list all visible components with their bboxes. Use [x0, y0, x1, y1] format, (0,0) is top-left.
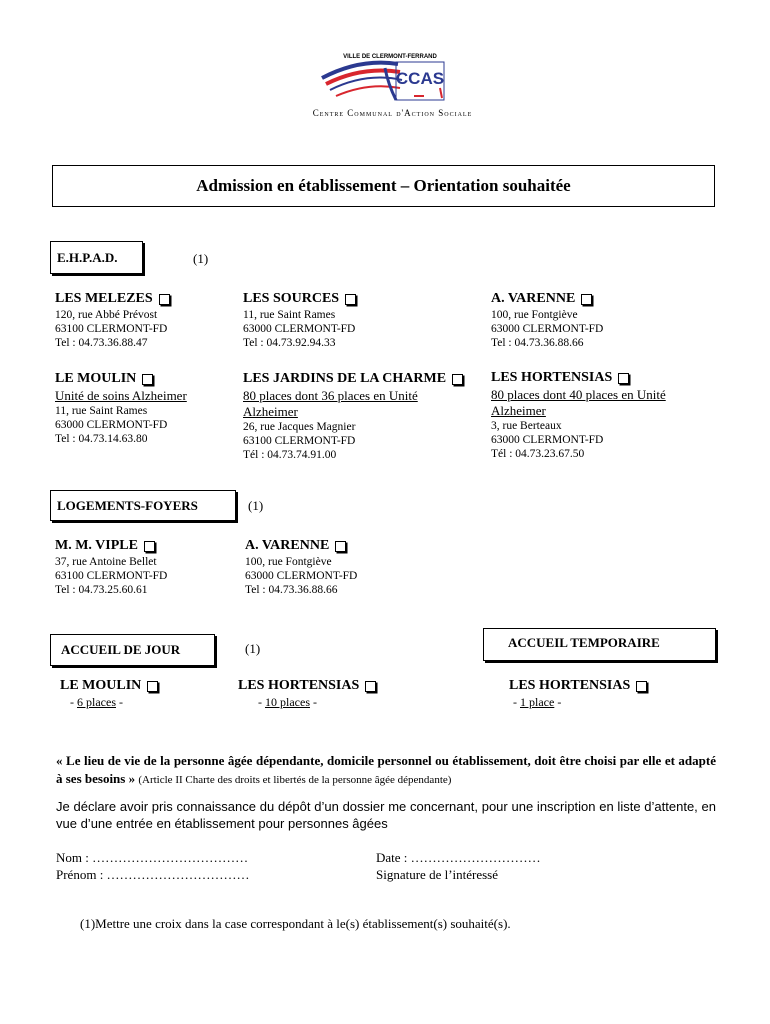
ehpad-note: (1): [193, 251, 209, 266]
estab-name: A. VARENNE: [491, 291, 576, 306]
estab-name: A. VARENNE: [245, 538, 330, 553]
checkbox-a-varenne[interactable]: [581, 294, 592, 305]
estab-phone: Tél : 04.73.74.91.00: [243, 449, 337, 461]
checkbox-le-moulin[interactable]: [142, 374, 153, 385]
logo-top-text: VILLE DE CLERMONT-FERRAND: [343, 54, 437, 60]
accueil-jour-note: (1): [245, 641, 261, 656]
estab-phone: Tel : 04.73.92.94.33: [243, 337, 336, 349]
estab-phone: Tel : 04.73.14.63.80: [55, 433, 148, 445]
estab-phone: Tel : 04.73.36.88.47: [55, 337, 148, 349]
estab-phone: Tel : 04.73.36.88.66: [491, 337, 584, 349]
ehpad-le-moulin: [55, 370, 235, 446]
nom-field[interactable]: Nom : ………………………………: [56, 850, 249, 865]
checkbox-jour-le-moulin[interactable]: [147, 681, 158, 692]
quote-reference: (Article II Charte des droits et libertés de la personne âgée dépendante): [138, 774, 452, 786]
temporaire-les-hortensias: [509, 677, 689, 709]
estab-city: 63100 CLERMONT-FD: [243, 435, 356, 447]
checkbox-viple[interactable]: [144, 541, 155, 552]
estab-name: LES HORTENSIAS: [509, 678, 631, 693]
foyer-a-varenne: [245, 537, 425, 597]
estab-unit: 80 places dont 36 places en Unité Alzheimer: [243, 388, 418, 419]
estab-unit: 80 places dont 40 places en Unité Alzheimer: [491, 387, 666, 418]
estab-name: LE MOULIN: [55, 371, 137, 386]
estab-address: 3, rue Berteaux: [491, 420, 562, 432]
section-accueil-temporaire-label: ACCUEIL TEMPORAIRE: [483, 628, 716, 661]
places-value: 6 places: [77, 695, 116, 709]
logo-ccas-text: CCAS: [395, 69, 445, 88]
section-accueil-jour-label: ACCUEIL DE JOUR: [50, 634, 215, 666]
declaration-text: Je déclare avoir pris connaissance du dépôt d’un dossier me concernant, pour une inscription en liste d’attente, en vue d’une entrée en établissement pour personnes âgées: [56, 799, 716, 831]
checkbox-les-sources[interactable]: [345, 294, 356, 305]
estab-city: 63000 CLERMONT-FD: [491, 323, 604, 335]
ehpad-les-hortensias: [491, 369, 671, 461]
section-ehpad-label: E.H.P.A.D.: [50, 241, 143, 274]
estab-address: 37, rue Antoine Bellet: [55, 556, 157, 568]
estab-name: LES SOURCES: [243, 291, 340, 306]
prenom-field[interactable]: Prénom : ……………………………: [56, 867, 250, 882]
estab-address: 11, rue Saint Rames: [55, 405, 148, 417]
estab-name: M. M. VIPLE: [55, 538, 138, 553]
estab-city: 63000 CLERMONT-FD: [245, 570, 358, 582]
estab-city: 63000 CLERMONT-FD: [243, 323, 356, 335]
estab-city: 63000 CLERMONT-FD: [55, 419, 168, 431]
estab-phone: Tél : 04.73.23.67.50: [491, 448, 585, 460]
estab-name: LES MELEZES: [55, 291, 153, 306]
estab-address: 100, rue Fontgiève: [491, 309, 578, 321]
checkbox-jour-les-hortensias[interactable]: [365, 681, 376, 692]
ehpad-les-sources: [243, 290, 443, 350]
estab-city: 63100 CLERMONT-FD: [55, 323, 168, 335]
estab-name: LES JARDINS DE LA CHARME: [243, 371, 447, 386]
estab-unit: Unité de soins Alzheimer: [55, 388, 187, 403]
footnote: (1)Mettre une croix dans la case correspondant à le(s) établissement(s) souhaité(s).: [80, 916, 511, 931]
places-value: 10 places: [265, 695, 310, 709]
estab-name: LES HORTENSIAS: [238, 678, 360, 693]
checkbox-foyer-a-varenne[interactable]: [335, 541, 346, 552]
places-value: 1 place: [520, 695, 555, 709]
checkbox-jardins-de-la-charme[interactable]: [452, 374, 463, 385]
checkbox-les-hortensias[interactable]: [618, 373, 629, 384]
ehpad-jardins-de-la-charme: [243, 370, 475, 462]
page-title: Admission en établissement – Orientation souhaitée: [52, 165, 715, 207]
estab-address: 26, rue Jacques Magnier: [243, 421, 356, 433]
date-field[interactable]: Date : …………………………: [376, 850, 541, 865]
ehpad-les-melezes: [55, 290, 230, 350]
ehpad-a-varenne: [491, 290, 671, 350]
section-foyers-label: LOGEMENTS-FOYERS: [50, 490, 236, 521]
estab-city: 63000 CLERMONT-FD: [491, 434, 604, 446]
checkbox-les-melezes[interactable]: [159, 294, 170, 305]
checkbox-temporaire-les-hortensias[interactable]: [636, 681, 647, 692]
jour-le-moulin: [60, 677, 220, 709]
estab-name: LE MOULIN: [60, 678, 142, 693]
quote-text: « Le lieu de vie de la personne âgée dépendante, domicile personnel ou établissement, doit être choisi par elle et adapté à ses besoins »: [56, 753, 716, 786]
estab-city: 63100 CLERMONT-FD: [55, 570, 168, 582]
foyers-note: (1): [248, 498, 264, 513]
places-count: - 10 places -: [258, 695, 317, 709]
estab-name: LES HORTENSIAS: [491, 370, 613, 385]
estab-phone: Tel : 04.73.25.60.61: [55, 584, 148, 596]
estab-address: 120, rue Abbé Prévost: [55, 309, 158, 321]
estab-phone: Tel : 04.73.36.88.66: [245, 584, 338, 596]
estab-address: 100, rue Fontgiève: [245, 556, 332, 568]
places-count: - 6 places -: [70, 695, 123, 709]
jour-les-hortensias: [238, 677, 418, 709]
foyer-viple: [55, 537, 235, 597]
logo-caption: Centre Communal d'Action Sociale: [312, 108, 473, 118]
places-count: - 1 place -: [513, 695, 562, 709]
estab-address: 11, rue Saint Rames: [243, 309, 336, 321]
signature-field[interactable]: Signature de l’intéressé: [376, 867, 499, 882]
charter-quote: [56, 752, 716, 789]
